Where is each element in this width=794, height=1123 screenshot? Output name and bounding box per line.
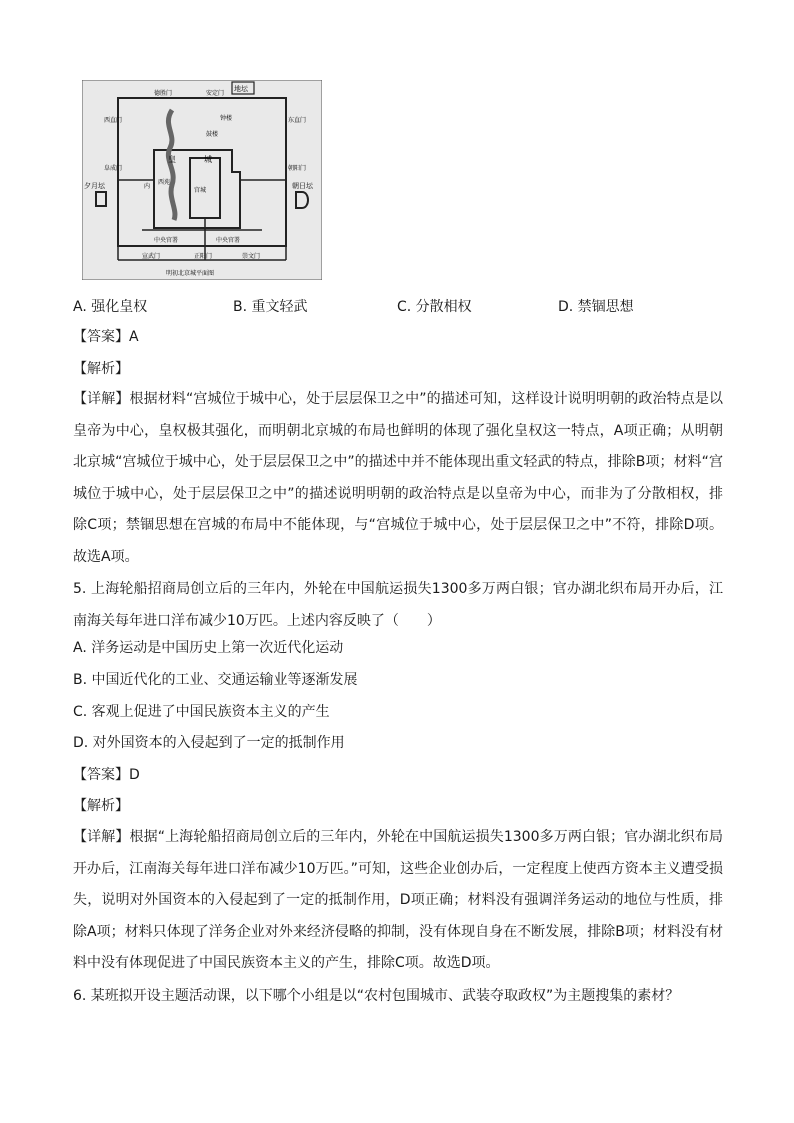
q5-analysis-heading: 【解析】 bbox=[73, 798, 129, 814]
q4-answer: 【答案】A bbox=[73, 329, 139, 345]
map-label-desheng: 德胜门 bbox=[154, 90, 173, 97]
map-label-fuyuan: 阜成门 bbox=[104, 165, 123, 172]
q4-options bbox=[73, 296, 733, 318]
q5-option-a: A. 洋务运动是中国历史上第一次近代化运动 bbox=[73, 640, 344, 656]
q5-stem: 5. 上海轮船招商局创立后的三年内，外轮在中国航运损失1300多万两白银；官办湖北织布局开办后，江南海关每年进口洋布减少10万匹。上述内容反映了（ ） bbox=[73, 581, 723, 629]
map-label-chaori: 朝日坛 bbox=[292, 182, 313, 190]
map-label-zhengyang: 正阳门 bbox=[194, 253, 213, 260]
q4-analysis-heading: 【解析】 bbox=[73, 361, 129, 377]
map-label-xuanwu: 宣武门 bbox=[142, 253, 161, 260]
q5-detail: 【详解】根据“上海轮船招商局创立后的三年内，外轮在中国航运损失1300多万两白银；官办湖北织布局开办后，江南海关每年进口洋布减少10万匹。”可知，这些企业创办后，一定程度上使西方资本主义遭受损失，说明对外国资本的入侵起到了一定的抵制作用，D项正确；材料没有强调洋务运动的地位与性质，排除A项；材料只体现了洋务企业对外来经济侵略的抑制，没有体现自身在不断发展，排除B项；材料没有材料中没有体现促进了中国民族资本主义的产生，排除C项。故选D项。 bbox=[73, 829, 723, 971]
map-label-gulou: 鼓楼 bbox=[206, 131, 219, 138]
map-label-ditan: 地坛 bbox=[234, 85, 248, 93]
map-label-zhongyang-east: 中央官署 bbox=[216, 237, 241, 244]
map-label-xiyuan: 西苑 bbox=[158, 179, 171, 186]
q5-option-d: D. 对外国资本的入侵起到了一定的抵制作用 bbox=[73, 735, 345, 751]
q4-detail: 【详解】根据材料“宫城位于城中心，处于层层保卫之中”的描述可知，这样设计说明明朝的政治特点是以皇帝为中心，皇权极其强化，而明朝北京城的布局也鲜明的体现了强化皇权这一特点，A项正确；从明朝北京城“宫城位于城中心，处于层层保卫之中”的描述中并不能体现出重文轻武的特点，排除B项；材料“宫城位于城中心，处于层层保卫之中”的描述说明明朝的政治特点是以皇帝为中心，而非为了分散相权，排除C项；禁锢思想在宫城的布局中不能体现，与“宫城位于城中心，处于层层保卫之中”不符，排除D项。故选A项。 bbox=[73, 391, 723, 565]
map-label-zhongyang-west: 中央官署 bbox=[154, 237, 179, 244]
map-label-dongzhi: 东直门 bbox=[288, 117, 307, 124]
map-label-nei: 内 bbox=[144, 183, 151, 190]
map-caption: 明初北京城平面图 bbox=[166, 270, 215, 277]
map-label-cheng: 城 bbox=[204, 155, 212, 164]
map-label-xizhi: 西直门 bbox=[104, 117, 123, 124]
map-label-xiyue: 夕月坛 bbox=[84, 182, 105, 190]
q4-option-b: B. 重文轻武 bbox=[233, 299, 308, 315]
q4-option-d: D. 禁锢思想 bbox=[558, 299, 634, 315]
map-label-zhonglou: 钟楼 bbox=[220, 115, 233, 122]
q6-stem: 6. 某班拟开设主题活动课，以下哪个小组是以“农村包围城市、武装夺取政权”为主题搜集的素材？ bbox=[73, 988, 680, 1004]
map-label-huang: 皇 bbox=[168, 155, 176, 164]
q4-option-a: A. 强化皇权 bbox=[73, 299, 148, 315]
q5-option-b: B. 中国近代化的工业、交通运输业等逐渐发展 bbox=[73, 672, 358, 688]
q4-option-c: C. 分散相权 bbox=[397, 299, 472, 315]
map-label-gongcheng: 宫城 bbox=[194, 187, 207, 194]
map-label-chongwen: 崇文门 bbox=[242, 253, 261, 260]
q5-answer: 【答案】D bbox=[73, 767, 140, 783]
beijing-city-map bbox=[82, 80, 322, 280]
map-label-chaoyang: 朝阳门 bbox=[288, 165, 307, 172]
map-label-anding: 安定门 bbox=[206, 90, 225, 97]
q5-option-c: C. 客观上促进了中国民族资本主义的产生 bbox=[73, 704, 330, 720]
